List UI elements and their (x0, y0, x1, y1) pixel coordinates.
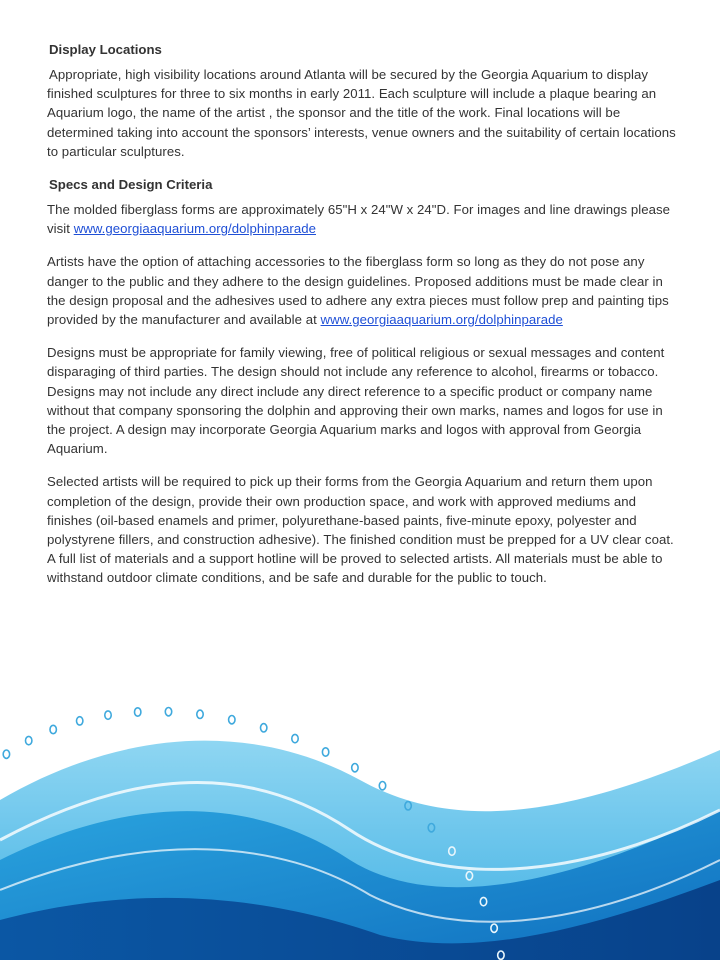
display-locations-paragraph: Appropriate, high visibility locations around Atlanta will be secured by the Georgia Aquarium to display finished sculptures for three to six months in early 2011. Each sculpture will include a plaque bearing an Aquarium logo, the name of the artist , the sponsor and the title of the work. Final locations will be determined taking into account the sponsors’ interests, venue owners and the suitability of certain locations to particular sculptures. (47, 67, 676, 159)
document-body (47, 42, 677, 588)
materials-paragraph: Selected artists will be required to pick up their forms from the Georgia Aquarium and return them upon completion of the design, provide their own production space, and work with approved mediums and finishes (oil-based enamels and primer, polyurethane-based paints, five-minute epoxy, polyester and polystyrene fillers, and construction adhesive). The finished condition must be prepped for a UV clear coat. A full list of materials and a support hotline will be proved to selected artists. All materials must be able to withstand outdoor climate conditions, and be safe and durable for the public to touch. (47, 474, 674, 586)
specs-heading: Specs and Design Criteria (49, 177, 213, 193)
decorative-dot (197, 710, 203, 718)
decorative-dot (352, 764, 358, 772)
specs-paragraph-1-text: The molded fiberglass forms are approximately 65"H x 24"W x 24"D. For images and line drawings please visit (47, 202, 671, 237)
decorative-dot (105, 711, 111, 719)
display-locations-heading: Display Locations (49, 42, 162, 57)
decorative-dot (229, 716, 235, 724)
decorative-wave-graphic (0, 690, 720, 960)
decorative-dot (77, 717, 83, 725)
specs-paragraph-2 (47, 252, 677, 329)
specs-paragraph-2-text: Artists have the option of attaching accessories to the fiberglass form so long as they do not pose any danger to the public and they adhere to the design guidelines. Proposed additions must be made clear in the design proposal and the adhesives used to adhere any extra pieces must follow prep and painting tips provided by the manufacturer and available at (47, 254, 669, 328)
decorative-dot (379, 782, 385, 790)
decorative-dot (165, 708, 171, 716)
decorative-dot (3, 750, 9, 758)
decorative-dot (261, 724, 267, 732)
design-guidelines-paragraph: Designs must be appropriate for family viewing, free of political religious or sexual messages and content disparaging of third parties. The design should not include any reference to alcohol, firearms or tobacco. Designs may not include any direct include any direct reference to a specific product or company name without that company sponsoring the dolphin and approving their own marks, names and logos for use in the project. A design may incorporate Georgia Aquarium marks and logos with approval from Georgia Aquarium. (47, 345, 665, 457)
decorative-dot (50, 725, 56, 733)
decorative-dot (322, 748, 328, 756)
decorative-dot (292, 734, 298, 742)
decorative-dot (135, 708, 141, 716)
dolphinparade-link-2[interactable]: www.georgiaaquarium.org/dolphinparade (320, 312, 563, 328)
decorative-dot (26, 736, 32, 744)
specs-paragraph-1 (47, 200, 677, 238)
dolphinparade-link-1[interactable]: www.georgiaaquarium.org/dolphinparade (73, 221, 316, 237)
